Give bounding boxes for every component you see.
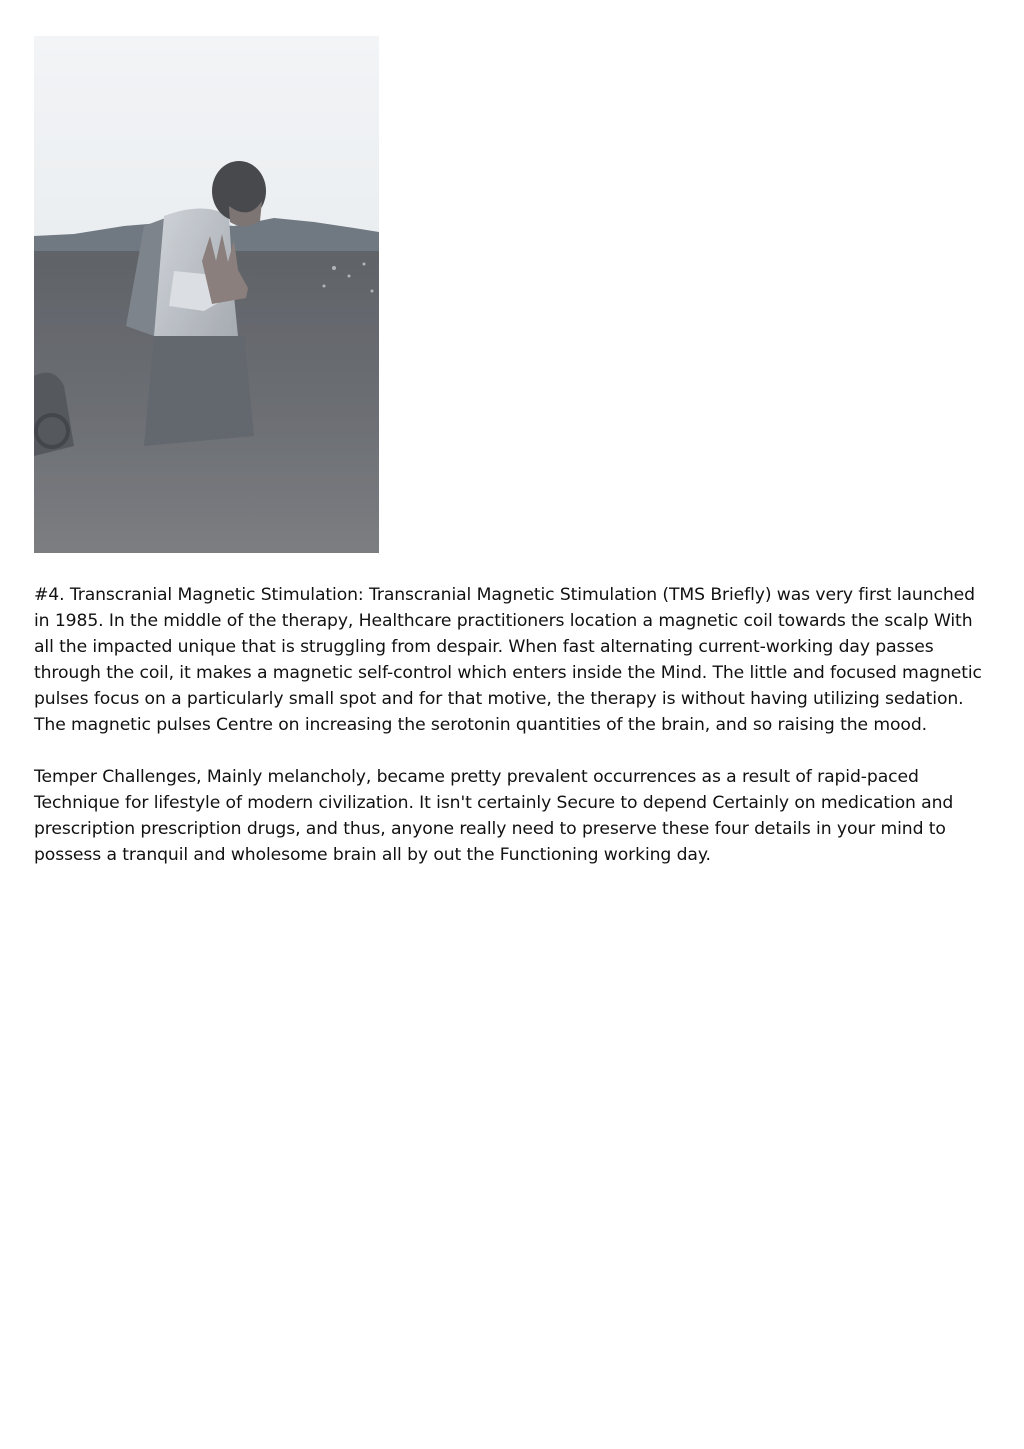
person-outstretched-hand-photo [34,36,379,553]
paragraph-tms: #4. Transcranial Magnetic Stimulation: Transcranial Magnetic Stimulation (TMS Briefly) was very first launched in 1985. In the middle of the therapy, Healthcare practitioners location a magnetic coil towards the scalp With all the impacted unique that is struggling from despair. When fast alternating current-working day passes through the coil, it makes a magnetic self-control which enters inside the Mind. The little and focused magnetic pulses focus on a particularly small spot and for that motive, the therapy is without having utilizing sedation. The magnetic pulses Centre on increasing the serotonin quantities of the brain, and so raising the mood. [34,585,982,735]
paragraph-temper-challenges: Temper Challenges, Mainly melancholy, became pretty prevalent occurrences as a result of rapid-paced Technique for lifestyle of modern civilization. It isn't certainly Secure to depend Certainly on medication and prescription prescription drugs, and thus, anyone really need to preserve these four details in your mind to possess a tranquil and wholesome brain all by out the Functioning working day. [34,767,954,865]
article-body [34,582,990,894]
